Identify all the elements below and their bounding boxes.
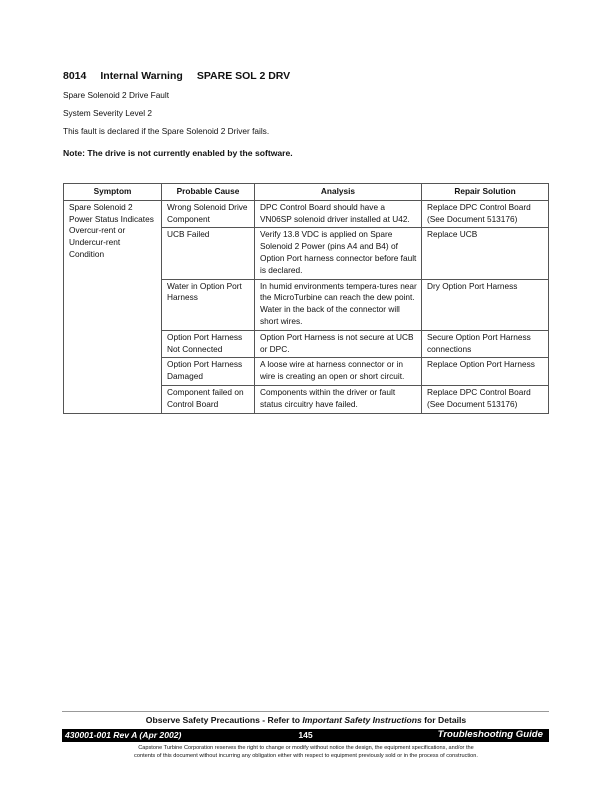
note-text: Note: The drive is not currently enabled by the software.: [63, 148, 293, 158]
analysis-cell: DPC Control Board should have a VN06SP solenoid driver installed at U42.: [255, 200, 422, 228]
col-header-cause: Probable Cause: [162, 184, 255, 201]
solution-cell: Dry Option Port Harness: [422, 279, 549, 330]
safety-link-text: Important Safety Instructions: [302, 715, 422, 725]
cause-cell: Option Port Harness Not Connected: [162, 330, 255, 358]
cause-cell: Option Port Harness Damaged: [162, 358, 255, 386]
symptom-cell: Spare Solenoid 2 Power Status Indicates Overcur-rent or Undercur-rent Condition: [64, 200, 162, 413]
severity-level: System Severity Level 2: [63, 108, 152, 118]
legal-disclaimer: [0, 745, 612, 760]
cause-cell: Wrong Solenoid Drive Component: [162, 200, 255, 228]
solution-cell: Replace Option Port Harness: [422, 358, 549, 386]
fault-description: Spare Solenoid 2 Drive Fault: [63, 90, 170, 100]
col-header-analysis: Analysis: [255, 184, 422, 201]
table-header-row: [64, 184, 549, 201]
troubleshooting-table: [63, 183, 549, 414]
table-row: [64, 200, 549, 228]
safety-text-post: for Details: [421, 715, 467, 725]
cause-cell: Component failed on Control Board: [162, 385, 255, 413]
fault-code: 8014: [63, 70, 87, 82]
fault-name: SPARE SOL 2 DRV: [196, 70, 291, 82]
solution-cell: Replace DPC Control Board (See Document 513176): [422, 385, 549, 413]
legal-line-2: contents of this document without incurring any obligation either with respect to equipment previously sold or in the process of construction.: [134, 752, 478, 759]
cause-cell: UCB Failed: [162, 228, 255, 279]
footer-divider: [62, 711, 549, 712]
solution-cell: Replace DPC Control Board (See Document 513176): [422, 200, 549, 228]
analysis-cell: Verify 13.8 VDC is applied on Spare Solenoid 2 Power (pins A4 and B4) of Option Port harness connector before fault is declared.: [255, 228, 422, 279]
safety-notice: [0, 715, 612, 725]
solution-cell: Secure Option Port Harness connections: [422, 330, 549, 358]
analysis-cell: Components within the driver or fault status circuitry have failed.: [255, 385, 422, 413]
page-number: 145: [298, 730, 313, 740]
analysis-cell: Option Port Harness is not secure at UCB or DPC.: [255, 330, 422, 358]
fault-declared-text: This fault is declared if the Spare Solenoid 2 Driver fails.: [63, 126, 270, 136]
fault-category: Internal Warning: [100, 70, 183, 82]
doc-number: 430001-001 Rev A (Apr 2002): [65, 730, 182, 740]
cause-cell: Water in Option Port Harness: [162, 279, 255, 330]
analysis-cell: In humid environments tempera-tures near the MicroTurbine can reach the dew point. Water in the back of the connector will short wires.: [255, 279, 422, 330]
solution-cell: Replace UCB: [422, 228, 549, 279]
analysis-cell: A loose wire at harness connector or in wire is creating an open or short circuit.: [255, 358, 422, 386]
fault-header: [63, 70, 304, 82]
col-header-symptom: Symptom: [64, 184, 162, 201]
guide-title: Troubleshooting Guide: [437, 729, 543, 740]
legal-line-1: Capstone Turbine Corporation reserves the right to change or modify without notice the design, the equipment specifications, and/or the: [138, 745, 474, 751]
col-header-solution: Repair Solution: [422, 184, 549, 201]
footer-band: [62, 729, 549, 742]
safety-text-pre: Observe Safety Precautions - Refer to: [145, 715, 303, 725]
